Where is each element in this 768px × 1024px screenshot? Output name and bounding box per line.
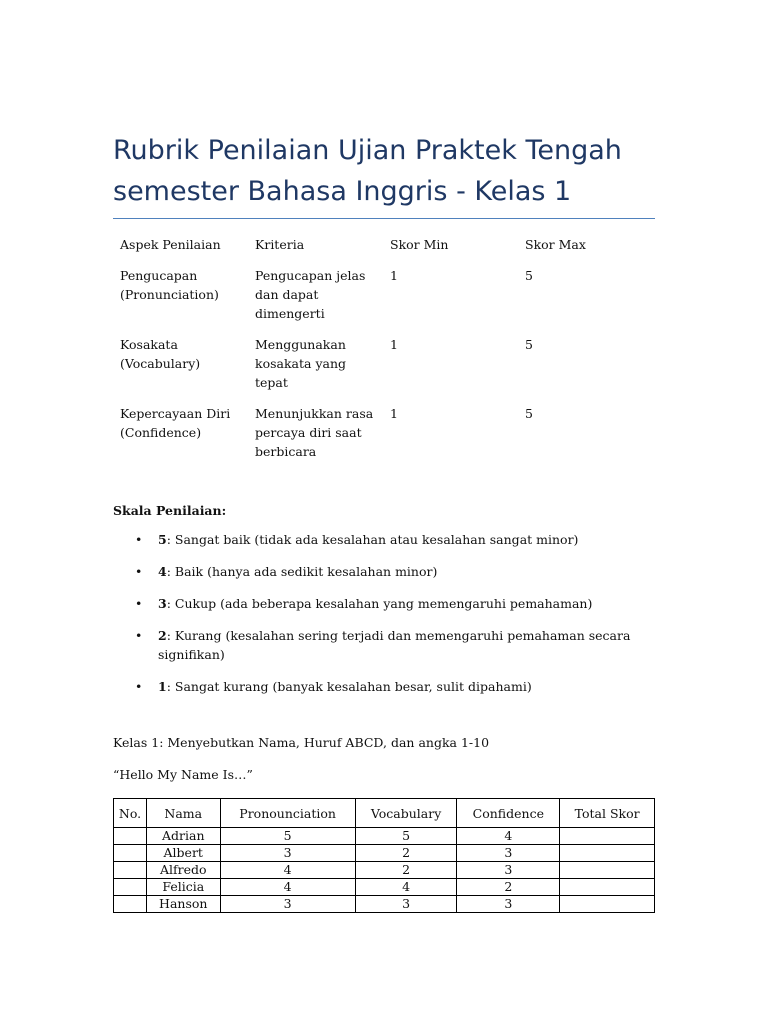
scale-list	[113, 530, 655, 696]
scale-description: : Sangat kurang (banyak kesalahan besar, sulit dipahami)	[166, 679, 532, 694]
score-confidence: 3	[457, 862, 560, 879]
scale-item	[113, 530, 655, 549]
rubric-header-min: Skor Min	[390, 237, 449, 252]
rubric-max: 5	[525, 337, 533, 352]
score-confidence: 4	[457, 828, 560, 845]
rubric-max: 5	[525, 406, 533, 421]
score-no	[114, 862, 147, 879]
scale-description: : Kurang (kesalahan sering terjadi dan memengaruhi pemahaman secara signifikan)	[158, 628, 631, 662]
score-nama: Albert	[147, 845, 221, 862]
bullet-icon: •	[135, 679, 143, 694]
score-pronounciation: 3	[220, 845, 355, 862]
score-table	[113, 798, 655, 913]
score-no	[114, 845, 147, 862]
rubric-aspek: Pengucapan (Pronunciation)	[120, 268, 219, 302]
score-total	[560, 879, 655, 896]
score-pronounciation: 4	[220, 879, 355, 896]
rubric-aspek: Kepercayaan Diri (Confidence)	[120, 406, 231, 440]
score-nama: Hanson	[147, 896, 221, 913]
score-no	[114, 828, 147, 845]
rubric-max: 5	[525, 268, 533, 283]
score-row	[114, 896, 655, 913]
score-total	[560, 896, 655, 913]
scale-item	[113, 594, 655, 613]
rubric-table	[113, 231, 655, 469]
score-vocabulary: 2	[355, 845, 457, 862]
rubric-kriteria: Menunjukkan rasa percaya diri saat berbicara	[255, 406, 374, 459]
score-header-nama: Nama	[147, 799, 221, 828]
score-vocabulary: 4	[355, 879, 457, 896]
score-header-no: No.	[114, 799, 147, 828]
score-nama: Alfredo	[147, 862, 221, 879]
score-pronounciation: 3	[220, 896, 355, 913]
rubric-min: 1	[390, 268, 398, 283]
scale-description: : Sangat baik (tidak ada kesalahan atau kesalahan sangat minor)	[166, 532, 579, 547]
score-no	[114, 896, 147, 913]
rubric-kriteria: Menggunakan kosakata yang tepat	[255, 337, 347, 390]
score-row	[114, 845, 655, 862]
document-page	[113, 130, 655, 913]
score-header-total: Total Skor	[560, 799, 655, 828]
rubric-min: 1	[390, 337, 398, 352]
score-vocabulary: 2	[355, 862, 457, 879]
hello-prompt: “Hello My Name Is…”	[113, 767, 253, 782]
score-row	[114, 879, 655, 896]
score-confidence: 3	[457, 845, 560, 862]
rubric-row	[113, 400, 655, 469]
score-header-pronounciation: Pronounciation	[220, 799, 355, 828]
score-total	[560, 845, 655, 862]
rubric-header-row	[113, 231, 655, 262]
score-confidence: 3	[457, 896, 560, 913]
score-row	[114, 862, 655, 879]
kelas-description: Kelas 1: Menyebutkan Nama, Huruf ABCD, dan angka 1-10	[113, 735, 490, 750]
bullet-icon: •	[135, 564, 143, 579]
bullet-icon: •	[135, 628, 143, 643]
scale-item	[113, 562, 655, 581]
skala-heading: Skala Penilaian:	[113, 503, 227, 518]
score-vocabulary: 3	[355, 896, 457, 913]
score-header-row	[114, 799, 655, 828]
score-header-vocabulary: Vocabulary	[355, 799, 457, 828]
rubric-row	[113, 262, 655, 331]
title-line-2: semester Bahasa Inggris - Kelas 1	[113, 176, 572, 207]
scale-description: : Cukup (ada beberapa kesalahan yang memengaruhi pemahaman)	[166, 596, 593, 611]
page-title	[113, 130, 655, 219]
rubric-header-kriteria: Kriteria	[255, 237, 305, 252]
score-nama: Felicia	[147, 879, 221, 896]
score-pronounciation: 4	[220, 862, 355, 879]
score-vocabulary: 5	[355, 828, 457, 845]
scale-score: 2	[158, 628, 167, 643]
score-total	[560, 862, 655, 879]
rubric-aspek: Kosakata (Vocabulary)	[120, 337, 201, 371]
scale-score: 5	[158, 532, 167, 547]
rubric-min: 1	[390, 406, 398, 421]
title-line-1: Rubrik Penilaian Ujian Praktek Tengah	[113, 135, 622, 166]
scale-item	[113, 677, 655, 696]
scale-score: 3	[158, 596, 167, 611]
score-nama: Adrian	[147, 828, 221, 845]
rubric-row	[113, 331, 655, 400]
rubric-kriteria: Pengucapan jelas dan dapat dimengerti	[255, 268, 366, 321]
scale-score: 1	[158, 679, 167, 694]
score-header-confidence: Confidence	[457, 799, 560, 828]
score-no	[114, 879, 147, 896]
rubric-header-max: Skor Max	[525, 237, 586, 252]
bullet-icon: •	[135, 532, 143, 547]
score-row	[114, 828, 655, 845]
bullet-icon: •	[135, 596, 143, 611]
score-total	[560, 828, 655, 845]
score-confidence: 2	[457, 879, 560, 896]
scale-description: : Baik (hanya ada sedikit kesalahan minor)	[166, 564, 438, 579]
scale-item	[113, 626, 655, 664]
scale-score: 4	[158, 564, 167, 579]
rubric-header-aspek: Aspek Penilaian	[120, 237, 221, 252]
score-pronounciation: 5	[220, 828, 355, 845]
